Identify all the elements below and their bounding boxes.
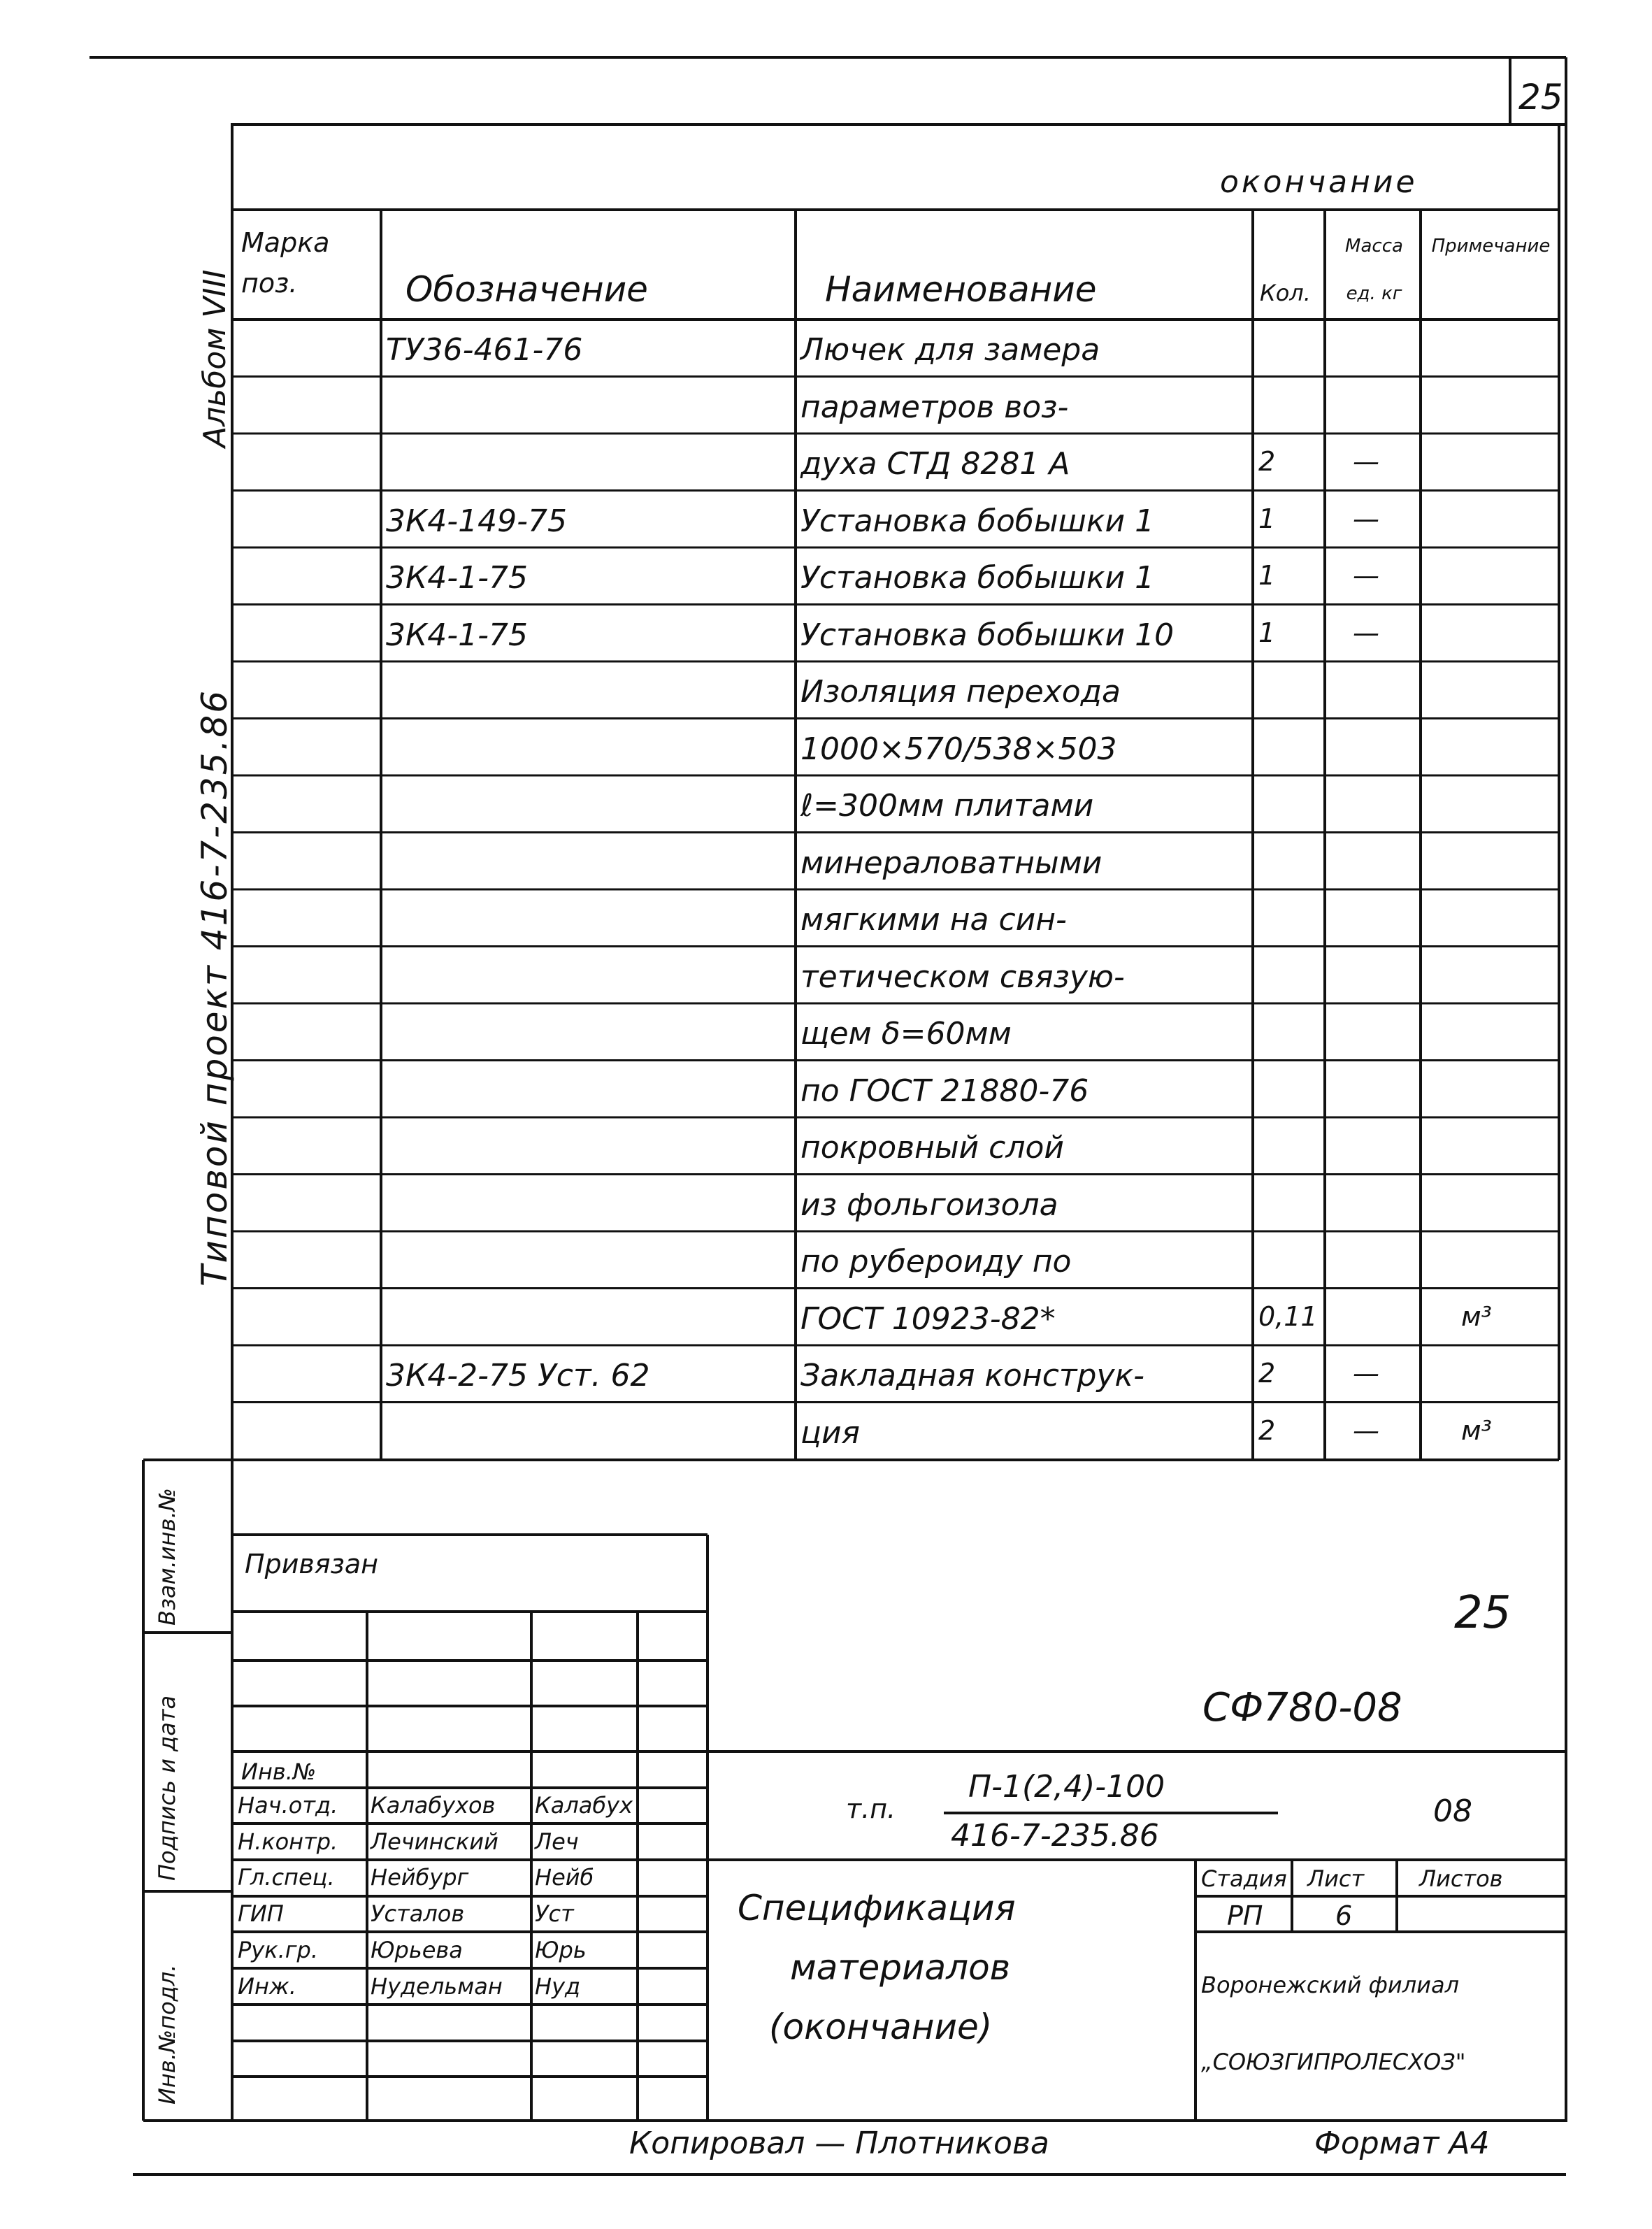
row-mass: — <box>1353 1358 1379 1389</box>
tp-suffix: 08 <box>1433 1793 1472 1829</box>
row-note: м³ <box>1461 1300 1492 1332</box>
row-designation: 3К4-2-75 Уст. 62 <box>386 1358 650 1393</box>
row-name: ГОСТ 10923-82* <box>800 1300 1056 1337</box>
row-name: Лючек для замера <box>800 332 1100 368</box>
sheet-header: Лист <box>1307 1865 1365 1892</box>
row-qty: 0,11 <box>1258 1300 1318 1332</box>
row-name: по ГОСТ 21880-76 <box>800 1073 1089 1109</box>
staff-name: Юрьева <box>371 1936 463 1963</box>
project-label: Типовой проект 416-7-235.86 <box>194 688 235 1286</box>
row-name: щем δ=60мм <box>800 1016 1012 1052</box>
staff-role: Инж. <box>238 1972 296 2000</box>
stage-value: РП <box>1227 1900 1263 1931</box>
row-qty: 1 <box>1258 617 1276 648</box>
row-name: минераловатными <box>800 845 1102 881</box>
privyazan-label: Привязан <box>245 1549 378 1579</box>
org-line-2: „СОЮЗГИПРОЛЕСХОЗ" <box>1201 2049 1466 2075</box>
row-qty: 2 <box>1258 1414 1276 1446</box>
row-name: по рубероиду по <box>800 1244 1072 1280</box>
staff-name: Лечинский <box>371 1828 498 1855</box>
staff-signature: Нуд <box>535 1972 581 2000</box>
header-qty: Кол. <box>1260 280 1311 306</box>
title-line-3: (окончание) <box>769 2007 993 2047</box>
sheet-value: 6 <box>1335 1900 1353 1931</box>
copied-by: Копировал — Плотникова <box>629 2126 1049 2161</box>
row-name: Установка бобышки 1 <box>800 503 1155 539</box>
title-line-2: материалов <box>790 1947 1011 1988</box>
page-number: 25 <box>1518 77 1563 117</box>
tp-line1: П-1(2,4)-100 <box>968 1769 1165 1805</box>
row-name: покровный слой <box>800 1130 1064 1166</box>
row-name: ция <box>800 1414 861 1451</box>
row-name: параметров воз- <box>800 389 1069 425</box>
inv-no-label: Инв.№ <box>241 1758 317 1785</box>
header-designation: Обозначение <box>405 269 648 310</box>
row-mass: — <box>1353 446 1379 477</box>
staff-signature: Леч <box>535 1828 579 1855</box>
staff-role: Н.контр. <box>238 1828 338 1855</box>
staff-signature: Юрь <box>535 1936 587 1963</box>
row-name: ℓ=300мм плитами <box>800 788 1094 824</box>
row-name: 1000×570/538×503 <box>800 731 1117 767</box>
header-note: Примечание <box>1431 236 1551 257</box>
row-designation: 3К4-1-75 <box>386 560 528 596</box>
side-col-sign-date: Подпись и дата <box>154 1695 180 1881</box>
row-qty: 1 <box>1258 560 1276 591</box>
staff-name: Нейбург <box>371 1864 469 1891</box>
stage-header: Стадия <box>1201 1865 1287 1892</box>
row-designation: 3К4-149-75 <box>386 503 567 539</box>
staff-signature: Калабух <box>535 1792 633 1819</box>
tp-prefix: т.п. <box>846 1793 896 1824</box>
row-name: мягкими на син- <box>800 902 1067 938</box>
staff-role: Нач.отд. <box>238 1792 338 1819</box>
header-name: Наименование <box>825 269 1097 310</box>
staff-signature: Нейб <box>535 1864 594 1891</box>
side-col-inv-orig: Инв.№подл. <box>154 1964 180 2105</box>
staff-role: Рук.гр. <box>238 1936 319 1963</box>
row-name: духа СТД 8281 А <box>800 446 1070 482</box>
row-designation: 3К4-1-75 <box>386 617 528 653</box>
row-name: Изоляция перехода <box>800 674 1121 710</box>
header-mass: Масса ед. кг <box>1345 236 1403 304</box>
title-line-1: Спецификация <box>738 1888 1016 1928</box>
row-designation: ТУ36-461-76 <box>386 332 583 368</box>
staff-signature: Уст <box>535 1900 574 1928</box>
row-qty: 2 <box>1258 446 1276 477</box>
sheet-big-number: 25 <box>1454 1587 1511 1639</box>
row-mass: — <box>1353 560 1379 591</box>
staff-role: ГИП <box>238 1900 284 1928</box>
row-name: Закладная конструк- <box>800 1358 1144 1393</box>
row-mass: — <box>1353 617 1379 648</box>
tp-line2: 416-7-235.86 <box>951 1818 1159 1854</box>
staff-name: Нудельман <box>371 1972 503 2000</box>
staff-name: Усталов <box>371 1900 465 1928</box>
album-label: Альбом VIII <box>197 269 233 447</box>
drawing-code: СФ780-08 <box>1202 1685 1402 1730</box>
side-col-replace-inv: Взам.инв.№ <box>154 1488 180 1626</box>
row-name: Установка бобышки 10 <box>800 617 1175 653</box>
row-name: из фольгоизола <box>800 1187 1058 1223</box>
row-name: Установка бобышки 1 <box>800 560 1155 596</box>
row-qty: 1 <box>1258 503 1276 534</box>
org-line-1: Воронежский филиал <box>1201 1972 1460 1998</box>
format-label: Формат А4 <box>1314 2126 1490 2161</box>
continuation-label: окончание <box>1220 164 1418 200</box>
row-note: м³ <box>1461 1414 1492 1446</box>
row-qty: 2 <box>1258 1358 1276 1389</box>
row-name: тетическом связую- <box>800 959 1125 995</box>
sheets-header: Листов <box>1419 1865 1503 1892</box>
row-mass: — <box>1353 1414 1379 1446</box>
row-mass: — <box>1353 503 1379 534</box>
staff-role: Гл.спец. <box>238 1864 335 1891</box>
header-mark: Марка поз. <box>241 227 330 299</box>
staff-name: Калабухов <box>371 1792 496 1819</box>
